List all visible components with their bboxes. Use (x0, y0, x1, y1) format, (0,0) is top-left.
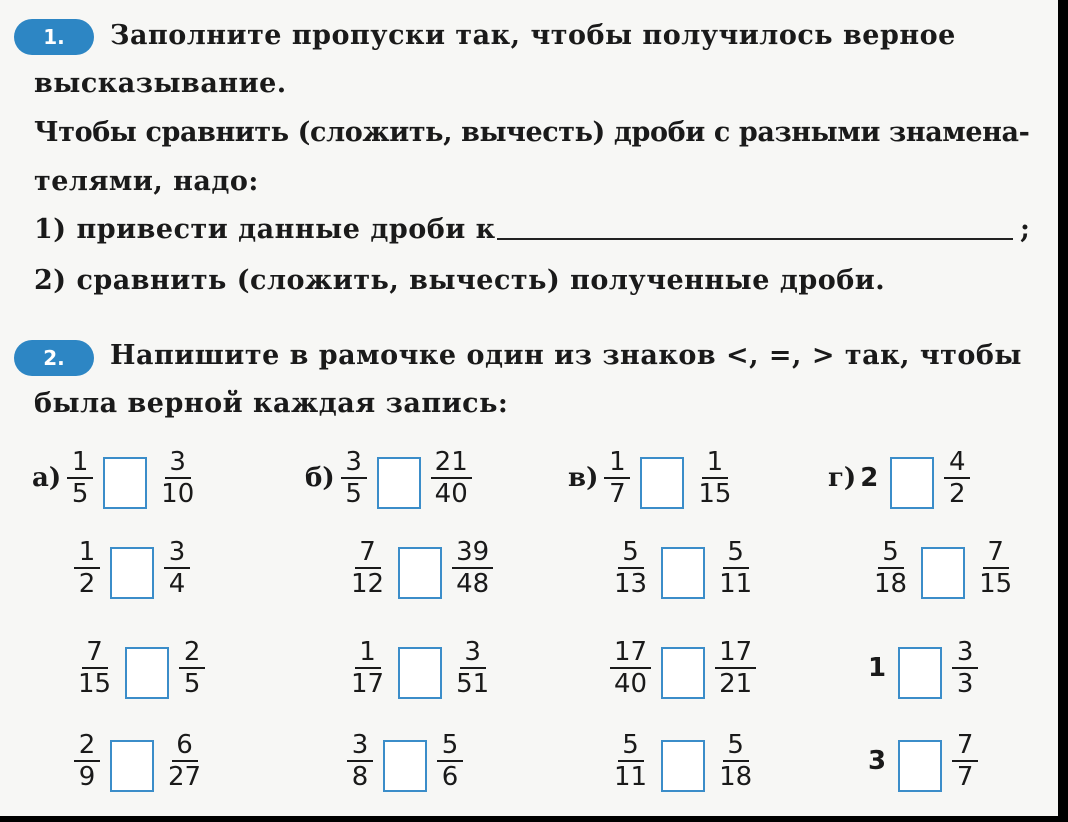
left-term-fraction (72, 537, 102, 599)
left-term-denominator: 9 (78, 762, 96, 792)
right-term-numerator: 21 (431, 447, 472, 479)
comparison-item (868, 632, 980, 704)
left-term-fraction (608, 637, 653, 699)
right-term-numerator: 2 (179, 637, 205, 669)
right-term-numerator: 39 (452, 537, 493, 569)
right-term-numerator: 5 (437, 730, 463, 762)
task-1-step-1: 1) привести данные дроби к (34, 214, 496, 245)
right-term-numerator: 6 (172, 730, 198, 762)
right-term-fraction (162, 537, 192, 599)
item-label: в) (568, 463, 599, 493)
left-term-fraction (602, 447, 632, 509)
left-term-fraction (65, 447, 95, 509)
task-1-line-2: высказывание. (34, 68, 287, 99)
task-2-line-1: Напишите в рамочке один из знаков <, =, > так, чтобы (110, 340, 1022, 371)
answer-box[interactable] (921, 547, 965, 599)
right-term-denominator: 15 (698, 479, 732, 509)
comparison-item (72, 532, 192, 604)
left-term-fraction (345, 537, 390, 599)
left-term-fraction (339, 447, 369, 509)
right-term-denominator: 51 (456, 669, 490, 699)
right-term-fraction (713, 730, 758, 792)
left-term-denominator: 5 (345, 479, 362, 509)
left-term-fraction (345, 730, 375, 792)
right-term-denominator: 5 (183, 669, 201, 699)
left-term-fraction (868, 537, 913, 599)
right-term-fraction (162, 730, 207, 792)
answer-box[interactable] (110, 547, 154, 599)
answer-box[interactable] (661, 740, 705, 792)
left-term-fraction (72, 637, 117, 699)
right-term-fraction (450, 637, 495, 699)
right-term-denominator: 2 (949, 479, 966, 509)
right-term-fraction (950, 637, 980, 699)
left-term-fraction (72, 730, 102, 792)
left-term-whole-number: 1 (868, 653, 887, 683)
left-term-denominator: 18 (874, 569, 908, 599)
task-1-badge (14, 19, 94, 55)
comparison-item (608, 632, 758, 704)
answer-box[interactable] (110, 740, 154, 792)
left-term-numerator: 1 (67, 447, 93, 479)
right-term-denominator: 10 (161, 479, 195, 509)
left-term-denominator: 7 (609, 479, 626, 509)
comparison-item (345, 532, 495, 604)
comparison-item (868, 532, 1018, 604)
left-term-numerator: 1 (604, 447, 630, 479)
right-term-denominator: 11 (719, 569, 753, 599)
left-term-numerator: 7 (82, 637, 108, 669)
right-term-numerator: 7 (952, 730, 978, 762)
right-term-denominator: 3 (956, 669, 974, 699)
right-term-fraction (155, 447, 200, 509)
task-2-badge (14, 340, 94, 376)
comparison-item (608, 725, 758, 797)
right-term-numerator: 3 (164, 537, 190, 569)
left-term-denominator: 12 (351, 569, 385, 599)
right-term-denominator: 4 (168, 569, 186, 599)
comparison-item (868, 725, 980, 797)
right-term-numerator: 17 (715, 637, 756, 669)
item-label: а) (32, 463, 62, 493)
right-term-denominator: 40 (434, 479, 468, 509)
right-term-numerator: 3 (952, 637, 978, 669)
right-term-denominator: 18 (719, 762, 753, 792)
answer-box[interactable] (398, 547, 442, 599)
right-term-denominator: 48 (456, 569, 490, 599)
right-term-denominator: 15 (979, 569, 1013, 599)
left-term-numerator: 3 (347, 730, 373, 762)
task-1-step-1-end: ; (1020, 214, 1031, 245)
comparison-item (345, 632, 495, 704)
left-term-numerator: 5 (878, 537, 904, 569)
right-term-fraction (950, 730, 980, 792)
left-term-denominator: 11 (614, 762, 648, 792)
left-term-denominator: 15 (78, 669, 112, 699)
right-term-numerator: 7 (983, 537, 1009, 569)
comparison-item (305, 442, 474, 514)
right-term-fraction (435, 730, 465, 792)
right-term-fraction (429, 447, 474, 509)
left-term-whole-number: 3 (868, 746, 887, 776)
left-term-denominator: 13 (614, 569, 648, 599)
task-1-line-3: Чтобы сравнить (сложить, вычесть) дроби с разными знамена- (34, 117, 1030, 148)
right-term-fraction (713, 637, 758, 699)
answer-box[interactable] (898, 740, 942, 792)
left-term-numerator: 1 (74, 537, 100, 569)
left-term-fraction (608, 537, 653, 599)
answer-box[interactable] (890, 457, 934, 509)
right-term-fraction (450, 537, 495, 599)
task-1-line-4: телями, надо: (34, 166, 259, 197)
right-term-fraction (692, 447, 737, 509)
left-term-whole-number: 2 (860, 463, 879, 493)
comparison-item (72, 725, 207, 797)
right-term-fraction (177, 637, 207, 699)
item-label: г) (828, 463, 857, 493)
right-term-numerator: 5 (723, 537, 749, 569)
task-1-line-1: Заполните пропуски так, чтобы получилось верное (110, 20, 956, 51)
comparison-item (72, 632, 207, 704)
left-term-numerator: 3 (341, 447, 367, 479)
answer-box[interactable] (103, 457, 147, 509)
right-term-fraction (973, 537, 1018, 599)
right-term-denominator: 27 (168, 762, 202, 792)
left-term-numerator: 17 (610, 637, 651, 669)
left-term-denominator: 17 (351, 669, 385, 699)
right-term-fraction (713, 537, 758, 599)
item-label: б) (305, 463, 335, 493)
left-term-numerator: 1 (355, 637, 381, 669)
right-term-denominator: 7 (956, 762, 974, 792)
left-term-denominator: 5 (71, 479, 89, 509)
answer-box[interactable] (661, 647, 705, 699)
right-term-denominator: 6 (441, 762, 459, 792)
answer-box[interactable] (640, 457, 684, 509)
left-term-numerator: 7 (355, 537, 381, 569)
left-term-denominator: 2 (78, 569, 96, 599)
left-term-numerator: 5 (618, 537, 644, 569)
left-term-denominator: 40 (614, 669, 648, 699)
right-term-numerator: 5 (723, 730, 749, 762)
left-term-fraction (345, 637, 390, 699)
left-term-numerator: 5 (618, 730, 644, 762)
answer-box[interactable] (661, 547, 705, 599)
task-2-number: 2. (43, 346, 65, 370)
right-term-denominator: 21 (719, 669, 753, 699)
answer-box[interactable] (398, 647, 442, 699)
task-2-line-2: была верной каждая запись: (34, 388, 509, 419)
right-term-numerator: 3 (460, 637, 486, 669)
comparison-item (828, 442, 972, 514)
right-term-numerator: 1 (702, 447, 728, 479)
task-1-number: 1. (43, 25, 65, 49)
answer-box[interactable] (377, 457, 421, 509)
comparison-item (32, 442, 200, 514)
answer-box[interactable] (898, 647, 942, 699)
left-term-fraction (608, 730, 653, 792)
left-term-numerator: 2 (74, 730, 100, 762)
left-term-denominator: 8 (351, 762, 369, 792)
task-1-blank-line[interactable] (497, 238, 1013, 240)
task-1-step-2: 2) сравнить (сложить, вычесть) полученные дроби. (34, 265, 886, 296)
comparison-item (608, 532, 758, 604)
right-term-numerator: 3 (165, 447, 191, 479)
answer-box[interactable] (383, 740, 427, 792)
answer-box[interactable] (125, 647, 169, 699)
right-term-numerator: 4 (944, 447, 970, 479)
right-term-fraction (942, 447, 972, 509)
comparison-item (345, 725, 465, 797)
comparison-item (568, 442, 737, 514)
